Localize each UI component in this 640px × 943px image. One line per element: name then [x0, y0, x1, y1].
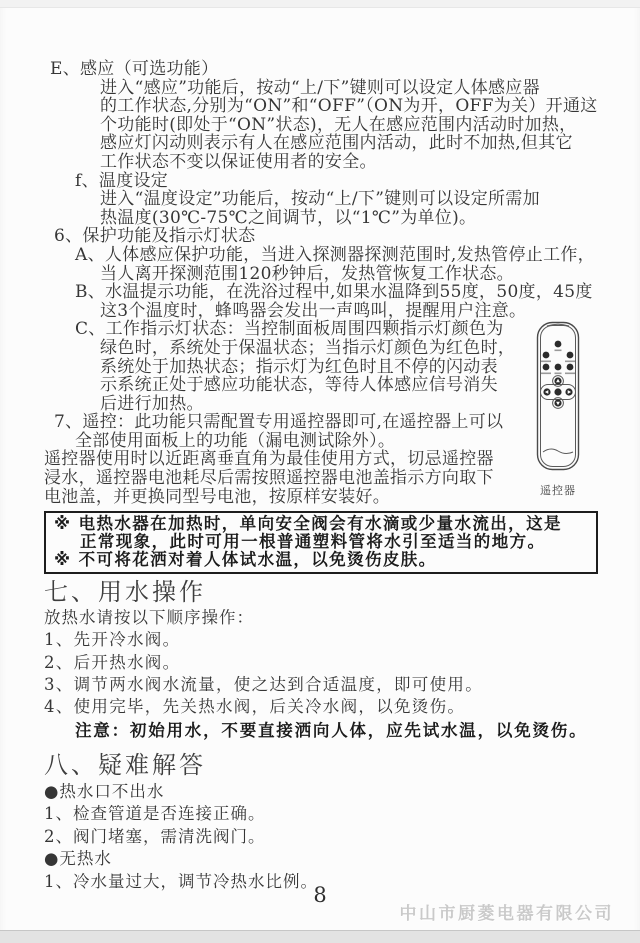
manual-line: 电池盖，并更换同型号电池，按原样安装好。 [44, 486, 390, 507]
bullet-item: ●热水口不出水 [44, 781, 165, 801]
manual-line: 全部使用面板上的功能（漏电测试除外）。 [75, 430, 396, 451]
notice-line: ※ 电热水器在加热时，单向安全阀会有水滴或少量水流出，这是 [54, 514, 562, 534]
remote-button-label [555, 373, 562, 375]
item7-heading: 7、遥控：此功能只需配置专用遥控器即可,在遥控器上可以 [54, 412, 504, 433]
section-e-heading: E、感应（可选功能） [50, 59, 219, 79]
step-item: 3、调节两水阀水流量，使之达到合适温度，即可使用。 [44, 675, 483, 695]
remote-button [543, 364, 550, 371]
step-item: 1、先开冷水阀。 [44, 630, 181, 650]
page-number: 8 [313, 883, 327, 907]
manual-line: B、水温提示功能，在洗浴过程中,如果水温降到55度，50度，45度 [75, 282, 593, 303]
manual-line: A、人体感应保护功能，当进入探测器探测范围时,发热管停止工作， [75, 244, 595, 265]
section-title-water-use: 七、用水操作 [44, 578, 206, 607]
manual-line: 示系统正处于感应功能状态，等待人体感应信号消失 [100, 375, 498, 396]
page-bottom-edge [0, 930, 640, 943]
manual-line: 个功能时(即处于“ON”状态)，无人在感应范围内活动时加热， [100, 114, 577, 135]
remote-button [555, 364, 562, 371]
dpad-center-button [554, 388, 561, 395]
remote-button [555, 341, 562, 348]
notice-line: ※ 不可将花洒对着人体试水温，以免烫伤皮肤。 [54, 550, 437, 570]
manual-line: C、工作指示灯状态：当控制面板周围四颗指示灯颜色为 [75, 319, 504, 340]
manual-line: 遥控器使用时以近距离垂直角为最佳使用方式，切忌遥控器 [44, 449, 494, 470]
water-use-intro: 放热水请按以下顺序操作： [44, 608, 254, 628]
manual-line: 进入“温度设定”功能后，按动“上/下”键则可以设定所需加 [100, 189, 540, 210]
qa-item: 1、冷水量过大，调节冷热水比例。 [44, 871, 318, 891]
manual-line: 当人离开探测范围120秒钟后，发热管恢复工作状态。 [100, 263, 514, 284]
qa-item: 1、检查管道是否连接正确。 [44, 804, 266, 824]
manual-line: 后进行加热。 [100, 393, 204, 414]
section-f-heading: f、温度设定 [75, 170, 169, 191]
remote-button-label [555, 350, 562, 352]
manual-text-column [44, 60, 610, 893]
remote-button [567, 352, 574, 359]
section-title-troubleshooting: 八、疑难解答 [44, 750, 206, 779]
manual-line: 系统处于加热状态；指示灯为红色时且不停的闪动表 [100, 356, 498, 377]
watermark: 中山市厨菱电器有限公司 [399, 904, 614, 924]
remote-button-label [541, 373, 551, 375]
manual-line: 的工作状态,分别为“ON”和“OFF”（ON为开，OFF为关）开通这 [100, 96, 598, 117]
manual-line: 感应灯闪动则表示有人在感应范围内活动，此时不加热,但其它 [100, 133, 573, 154]
remote-bottom-wave [543, 449, 573, 454]
remote-button-label [565, 361, 575, 363]
page-top-edge [0, 0, 640, 8]
remote-button-label [541, 361, 551, 363]
manual-line: 进入“感应”功能后，按动“上/下”键则可以设定人体感应器 [100, 77, 540, 98]
step-item: 2、后开热水阀。 [44, 652, 181, 672]
manual-line: 这3个温度时，蜂鸣器会发出一声鸣叫，提醒用户注意。 [100, 300, 527, 321]
item6-heading: 6、保护功能及指示灯状态 [54, 226, 256, 247]
remote-label: 遥控器 [540, 484, 576, 497]
remote-illustration [531, 321, 585, 498]
remote-button [567, 364, 574, 371]
manual-line: 绿色时，系统处于保温状态；当指示灯颜色为红色时， [100, 337, 516, 358]
remote-button-label [565, 373, 575, 375]
warning-notice-box [44, 511, 598, 574]
manual-line: 浸水，遥控器电池耗尽后需按照遥控器电池盖指示方向取下 [44, 468, 494, 489]
manual-line: 热温度(30℃-75℃之间调节，以“1℃”为单位)。 [100, 207, 477, 228]
bullet-item: ●无热水 [44, 849, 112, 869]
note-warning: 注意：初始用水，不要直接洒向人体，应先试水温，以免烫伤。 [75, 720, 588, 740]
step-item: 4、使用完毕，先关热水阀，后关冷水阀，以免烫伤。 [44, 697, 466, 717]
manual-line: 工作状态不变以保证使用者的安全。 [100, 151, 377, 172]
notice-line: 正常现象，此时可用一根普通塑料管将水引至适当的地方。 [80, 532, 546, 552]
qa-item: 2、阀门堵塞，需清洗阀门。 [44, 826, 266, 846]
remote-button [543, 352, 550, 359]
remote-drawing [531, 321, 585, 471]
